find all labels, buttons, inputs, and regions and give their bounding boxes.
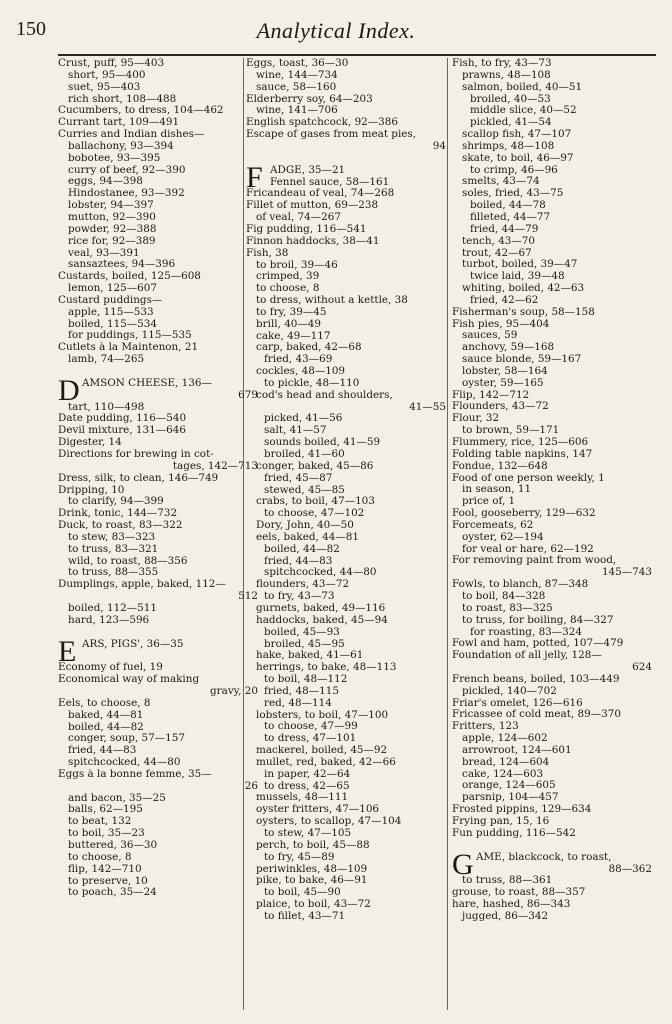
index-entry: lobsters, to boil, 47—100 — [256, 709, 389, 721]
index-entry: Flour, 32 — [452, 413, 500, 425]
index-entry: twice laid, 39—48 — [470, 271, 565, 283]
index-entry: fried, 43—69 — [264, 354, 333, 366]
index-entry: Food of one person weekly, 1 — [452, 472, 605, 484]
index-entry: Cutlets à la Maintenon, 21 — [58, 342, 199, 354]
index-entry: oyster, 59—165 — [462, 377, 544, 389]
index-entry: For removing paint from wood, — [452, 555, 617, 567]
index-entry: 624 — [632, 662, 652, 674]
index-entry: middle slice, 40—52 — [470, 105, 577, 117]
index-entry: to preserve, 10 — [68, 875, 148, 887]
index-entry: oyster fritters, 47—106 — [256, 804, 380, 816]
section-initial: G — [452, 847, 474, 881]
index-entry: mullet, red, baked, 42—66 — [256, 756, 396, 768]
index-entry: eels, baked, 44—81 — [256, 531, 359, 543]
index-entry: 679 — [238, 389, 258, 401]
index-column-3 — [452, 58, 652, 923]
index-entry: powder, 92—388 — [68, 223, 157, 235]
index-entry: baked, 44—81 — [68, 709, 144, 721]
section-heading: ADGE, 35—21 — [270, 164, 346, 176]
index-entry: boiled, 44—82 — [264, 543, 340, 555]
index-entry: grouse, to roast, 88—357 — [452, 887, 586, 899]
index-entry: to roast, 83—325 — [462, 602, 553, 614]
index-entry: 88—362 — [608, 863, 652, 875]
index-entry: cake, 124—603 — [462, 768, 544, 780]
index-entry: turbot, boiled, 39—47 — [462, 259, 578, 271]
index-entry: Finnon haddocks, 38—41 — [246, 235, 380, 247]
index-entry: to fry, 43—73 — [264, 591, 335, 603]
entry-group — [58, 58, 258, 366]
index-entry: Fowls, to blanch, 87—348 — [452, 579, 589, 591]
index-entry: curry of beef, 92—390 — [68, 164, 186, 176]
index-entry: stewed, 45—85 — [264, 484, 345, 496]
index-entry: Frosted pippins, 129—634 — [452, 804, 592, 816]
index-entry: soles, fried, 43—75 — [462, 188, 564, 200]
index-entry: boiled, 115—534 — [68, 318, 158, 330]
index-entry: sounds boiled, 41—59 — [264, 437, 381, 449]
index-entry: Folding table napkins, 147 — [452, 448, 593, 460]
index-entry: Fritters, 123 — [452, 721, 519, 733]
index-entry: Dory, John, 40—50 — [256, 520, 354, 532]
index-entry: Economical way of making — [58, 674, 200, 686]
index-entry: Flummery, rice, 125—606 — [452, 437, 589, 448]
index-entry: to fillet, 43—71 — [264, 910, 346, 922]
section-initial: F — [246, 160, 263, 194]
index-entry: salmon, boiled, 40—51 — [462, 81, 583, 93]
index-entry: Fish pies, 95—404 — [452, 318, 550, 330]
index-entry: Currant tart, 109—491 — [58, 117, 180, 129]
index-entry: broiled, 41—60 — [264, 449, 345, 460]
index-entry: to boil, 45—90 — [264, 887, 341, 899]
index-entry: to truss, 88—361 — [462, 875, 553, 887]
index-entry: scallop fish, 47—107 — [462, 129, 572, 141]
index-entry: wine, 141—706 — [256, 105, 338, 117]
entry-group — [452, 875, 652, 922]
index-entry: to brown, 59—171 — [462, 425, 560, 437]
index-entry: trout, 42—67 — [462, 247, 532, 259]
index-entry: Curries and Indian dishes— — [58, 129, 205, 141]
index-entry: Date pudding, 116—540 — [58, 413, 187, 425]
index-entry: cockles, 48—109 — [256, 366, 346, 378]
index-entry: Eggs à la bonne femme, 35— — [58, 768, 212, 780]
index-entry: lamb, 74—265 — [68, 354, 145, 366]
index-entry: Escape of gases from meat pies, — [246, 129, 417, 141]
index-entry: sansaztees, 94—396 — [68, 259, 176, 271]
index-entry: 512 — [238, 591, 258, 603]
index-entry: short, 95—400 — [68, 69, 146, 81]
entry-group — [58, 662, 258, 899]
index-entry: buttered, 36—30 — [68, 840, 158, 851]
index-entry: cake, 49—117 — [256, 330, 331, 342]
index-entry: mussels, 48—111 — [256, 792, 349, 804]
index-entry: pickled, 140—702 — [462, 685, 557, 697]
index-entry: hard, 123—596 — [68, 614, 150, 626]
index-entry: skate, to boil, 46—97 — [462, 152, 574, 164]
index-entry: Duck, to roast, 83—322 — [58, 520, 183, 532]
index-entry: broiled, 40—53 — [470, 93, 551, 105]
index-entry: fried, 48—115 — [264, 685, 339, 697]
index-entry: Fish, to fry, 43—73 — [452, 58, 552, 69]
index-entry: jugged, 86—342 — [462, 910, 549, 922]
index-entry: Fricassee of cold meat, 89—370 — [452, 709, 621, 721]
index-entry: Forcemeats, 62 — [452, 519, 534, 531]
index-entry: oyster, 62—194 — [462, 531, 544, 543]
index-entry: whiting, boiled, 42—63 — [462, 283, 585, 295]
index-entry: spitchcocked, 44—80 — [264, 567, 377, 579]
index-entry: apple, 124—602 — [462, 733, 548, 745]
page-number: 150 — [16, 18, 46, 40]
index-entry: Fowl and ham, potted, 107—479 — [452, 638, 624, 650]
index-entry: bobotee, 93—395 — [68, 152, 161, 164]
index-entry: French beans, boiled, 103—449 — [452, 673, 620, 685]
index-entry: for roasting, 83—324 — [470, 626, 583, 638]
entry-group — [246, 58, 446, 153]
index-entry: 94 — [432, 140, 446, 152]
index-entry: Frying pan, 15, 16 — [452, 816, 550, 827]
index-entry: balls, 62—195 — [68, 804, 143, 816]
entry-group — [246, 188, 446, 922]
index-entry: to choose, 47—99 — [264, 721, 358, 733]
index-entry: to stew, 83—323 — [68, 531, 156, 543]
index-entry: Custards, boiled, 125—608 — [58, 271, 201, 283]
index-entry: Drink, tonic, 144—732 — [58, 508, 178, 520]
index-entry: to fry, 45—89 — [264, 851, 335, 863]
index-entry: Cucumbers, to dress, 104—462 — [58, 105, 224, 117]
index-entry: to truss, 83—321 — [68, 543, 159, 555]
index-entry: tages, 142—713 — [172, 460, 258, 472]
index-entry: arrowroot, 124—601 — [462, 744, 572, 756]
index-entry: fried, 44—83 — [264, 555, 333, 567]
index-entry: conger, soup, 57—157 — [68, 733, 185, 745]
index-entry: flip, 142—710 — [68, 863, 142, 875]
index-entry: gravy, 20 — [210, 686, 258, 698]
index-entry: in season, 11 — [462, 484, 532, 496]
index-entry: fried, 42—62 — [470, 294, 539, 306]
index-entry: to choose, 47—102 — [264, 508, 365, 520]
index-entry: ballachony, 93—394 — [68, 140, 174, 152]
index-entry: for veal or hare, 62—192 — [462, 543, 594, 555]
index-entry: apple, 115—533 — [68, 306, 154, 318]
index-entry: plaice, to boil, 43—72 — [256, 899, 371, 911]
index-entry: Foundation of all jelly, 128— — [452, 650, 602, 662]
index-entry: eggs, 94—398 — [68, 176, 143, 188]
index-entry: to pickle, 48—110 — [264, 377, 360, 389]
column-divider — [447, 58, 448, 1010]
index-entry: sauce blonde, 59—167 — [462, 354, 582, 366]
index-entry: English spatchcock, 92—386 — [246, 117, 399, 129]
section-initial: D — [58, 373, 80, 407]
index-entry: and bacon, 35—25 — [68, 792, 166, 804]
index-entry: 41—55 — [409, 401, 446, 413]
index-entry: Eggs, toast, 36—30 — [246, 58, 349, 69]
index-entry: Dripping, 10 — [58, 484, 125, 496]
index-entry: Fig pudding, 116—541 — [246, 223, 367, 235]
header-rule — [58, 54, 656, 56]
index-entry: 26 — [244, 780, 258, 792]
index-entry: Directions for brewing in cot- — [58, 449, 214, 460]
index-entry: gurnets, baked, 49—116 — [256, 602, 386, 614]
index-entry: Dumplings, apple, baked, 112— — [58, 579, 226, 591]
index-entry: rich short, 108—488 — [68, 93, 177, 105]
index-entry: price of, 1 — [462, 496, 516, 508]
index-entry: smelts, 43—74 — [462, 176, 540, 188]
index-entry: oysters, to scallop, 47—104 — [256, 816, 402, 828]
index-entry: orange, 124—605 — [462, 780, 556, 792]
index-entry: carp, baked, 42—68 — [256, 342, 362, 354]
index-entry: flounders, 43—72 — [256, 579, 350, 591]
index-entry: to boil, 84—328 — [462, 590, 546, 602]
index-entry: lobster, 58—164 — [462, 365, 548, 377]
page-title: Analytical Index. — [256, 18, 416, 43]
index-entry: crabs, to boil, 47—103 — [256, 496, 375, 508]
index-entry: tart, 110—498 — [68, 401, 145, 413]
index-entry: boiled, 112—511 — [68, 602, 158, 614]
index-entry: cod's head and shoulders, — [256, 389, 393, 401]
index-entry: tench, 43—70 — [462, 235, 535, 247]
index-entry: boiled, 44—78 — [470, 200, 546, 212]
index-entry: wine, 144—734 — [256, 69, 338, 81]
index-entry: Friar's omelet, 126—616 — [452, 697, 583, 709]
index-entry: haddocks, baked, 45—94 — [256, 614, 388, 626]
index-entry: to dress, 47—101 — [264, 733, 357, 745]
index-entry: herrings, to bake, 48—113 — [256, 662, 397, 674]
index-entry: Crust, puff, 95—403 — [58, 58, 165, 69]
index-entry: veal, 93—391 — [68, 247, 140, 259]
page-header — [14, 12, 658, 54]
index-entry: Digester, 14 — [58, 437, 122, 449]
index-entry: to dress, 42—65 — [264, 780, 350, 792]
index-entry: to poach, 35—24 — [68, 887, 157, 899]
index-entry: Fish, 38 — [246, 247, 289, 259]
index-entry: mackerel, boiled, 45—92 — [256, 745, 388, 757]
index-entry: Elderberry soy, 64—203 — [246, 93, 373, 105]
index-entry: in paper, 42—64 — [264, 768, 351, 780]
index-entry: conger, baked, 45—86 — [256, 460, 374, 472]
index-entry: fried, 45—87 — [264, 472, 333, 484]
index-entry: fried, 44—83 — [68, 745, 137, 757]
index-entry: of veal, 74—267 — [256, 212, 341, 224]
index-entry: crimped, 39 — [256, 271, 320, 283]
index-entry: to beat, 132 — [68, 816, 132, 828]
section-heading: AME, blackcock, to roast, — [476, 851, 612, 863]
index-entry: picked, 41—56 — [264, 413, 343, 425]
section-heading: ARS, PIGS', 36—35 — [82, 638, 184, 650]
index-entry: pickled, 41—54 — [470, 117, 552, 129]
section-heading: AMSON CHEESE, 136— — [82, 377, 212, 389]
entry-group — [58, 402, 258, 627]
index-entry: Fillet of mutton, 69—238 — [246, 200, 379, 212]
index-entry: Economy of fuel, 19 — [58, 662, 163, 674]
index-entry: Flip, 142—712 — [452, 389, 530, 401]
index-entry: to choose, 8 — [256, 283, 320, 295]
index-entry: parsnip, 104—457 — [462, 792, 559, 804]
index-entry: lobster, 94—397 — [68, 200, 154, 212]
index-entry: to clarify, 94—399 — [68, 496, 164, 508]
index-entry: to choose, 8 — [68, 851, 132, 863]
index-entry: Fondue, 132—648 — [452, 460, 548, 472]
index-entry: Hindostanee, 93—392 — [68, 188, 185, 200]
index-entry: Fennel sauce, 58—161 — [270, 176, 390, 188]
index-entry: to boil, 35—23 — [68, 828, 145, 840]
index-entry: 145—743 — [601, 567, 652, 579]
index-entry: prawns, 48—108 — [462, 69, 551, 81]
index-entry: shrimps, 48—108 — [462, 140, 555, 152]
index-entry: to dress, without a kettle, 38 — [256, 295, 408, 307]
index-entry: to fry, 39—45 — [256, 306, 327, 318]
index-entry: to truss, for boiling, 84—327 — [462, 614, 614, 626]
index-entry: spitchcocked, 44—80 — [68, 757, 181, 769]
index-entry: hake, baked, 41—61 — [256, 650, 364, 662]
index-entry: anchovy, 59—168 — [462, 342, 555, 354]
index-entry: to crimp, 46—96 — [470, 164, 558, 176]
index-entry: hare, hashed, 86—343 — [452, 899, 571, 911]
index-entry: to stew, 47—105 — [264, 828, 352, 839]
index-entry: for puddings, 115—535 — [68, 330, 192, 342]
index-entry: periwinkles, 48—109 — [256, 863, 368, 875]
index-entry: sauces, 59 — [462, 330, 518, 342]
index-entry: boiled, 45—93 — [264, 626, 340, 638]
index-entry: filleted, 44—77 — [470, 211, 551, 223]
index-entry: Flounders, 43—72 — [452, 401, 549, 413]
index-entry: to broil, 39—46 — [256, 259, 338, 271]
index-entry: Dress, silk, to clean, 146—749 — [58, 472, 219, 484]
index-entry: Custard puddings— — [58, 294, 163, 306]
index-entry: fried, 44—79 — [470, 223, 539, 235]
index-column-2 — [246, 58, 446, 923]
index-entry: Fisherman's soup, 58—158 — [452, 306, 595, 318]
index-entry: lemon, 125—607 — [68, 283, 157, 295]
index-entry: Fool, gooseberry, 129—632 — [452, 508, 596, 520]
index-entry: to truss, 88—355 — [68, 567, 159, 579]
index-column-1 — [58, 58, 258, 899]
index-entry: Fun pudding, 116—542 — [452, 827, 576, 839]
index-entry: pike, to bake, 46—91 — [256, 875, 368, 887]
index-entry: Eels, to choose, 8 — [58, 697, 151, 709]
index-entry: suet, 95—403 — [68, 81, 141, 93]
index-entry: to boil, 48—112 — [264, 674, 348, 686]
index-entry: bread, 124—604 — [462, 756, 550, 768]
index-entry: mutton, 92—390 — [68, 211, 156, 223]
index-entry: red, 48—114 — [264, 697, 332, 709]
index-entry: Devil mixture, 131—646 — [58, 425, 186, 437]
index-entry: broiled, 45—95 — [264, 638, 345, 650]
index-entry: Fricandeau of veal, 74—268 — [246, 188, 395, 200]
index-entry: sauce, 58—160 — [256, 81, 337, 93]
section-initial: E — [58, 634, 77, 668]
index-entry: brill, 40—49 — [256, 318, 322, 330]
index-entry: perch, to boil, 45—88 — [256, 839, 370, 851]
index-entry: rice for, 92—389 — [68, 235, 156, 247]
index-entry: salt, 41—57 — [264, 425, 327, 437]
index-entry: boiled, 44—82 — [68, 721, 144, 733]
entry-group — [452, 58, 652, 840]
index-entry: wild, to roast, 88—356 — [68, 555, 188, 567]
